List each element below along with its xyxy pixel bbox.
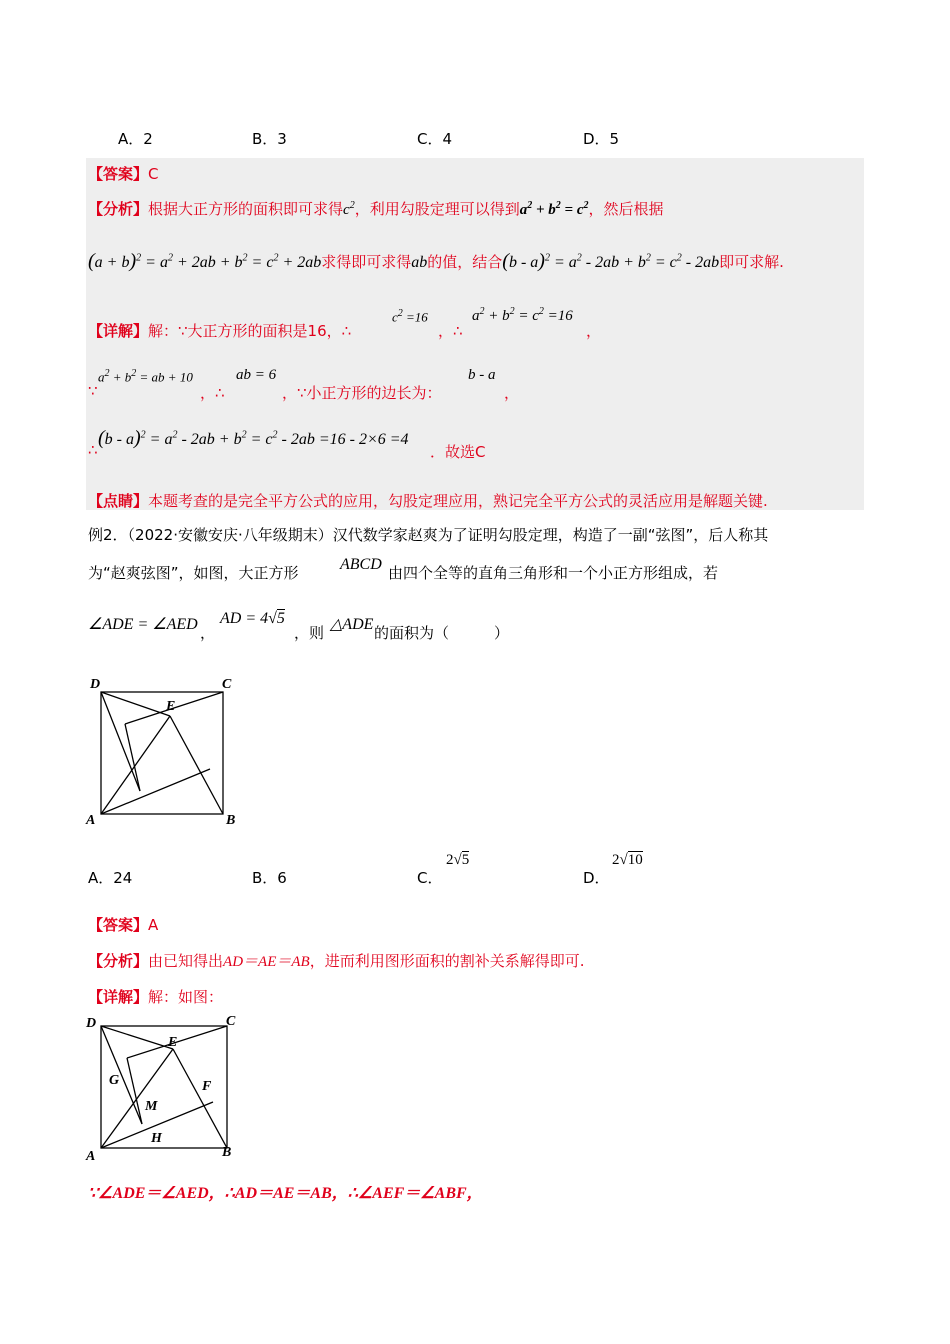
math-ab-6: ab = 6 <box>236 367 277 383</box>
label-c: C <box>226 1014 236 1029</box>
detail-line-2: ，∵小正方形的边长为： <box>282 384 442 402</box>
analysis-text: ，进而利用图形面积的割补关系解得即可. <box>309 952 585 970</box>
label-d: D <box>86 1016 97 1031</box>
example-text: 为“赵爽弦图”，如图，大正方形 <box>88 564 299 582</box>
math-a2b2-ab10: $a^2 + b^2$ = ab + 10 <box>98 368 193 385</box>
analysis-text: 由已知得出 <box>148 952 224 970</box>
detail-text: 解：∵大正方形的面积是16，∴ <box>148 322 352 340</box>
analysis-tag: 【分析】 <box>88 200 149 218</box>
example2-line-3b: 的面积为（ ） <box>374 624 510 642</box>
answer-line-2 <box>88 914 158 935</box>
example2-line-2b: 由四个全等的直角三角形和一个小正方形组成，若 <box>388 564 719 582</box>
figure-zhao-shuang-2 <box>80 1010 260 1166</box>
analysis-text: ，然后根据 <box>588 200 664 218</box>
detail-line-3: ．故选C <box>430 443 486 461</box>
analysis-line-2 <box>88 250 784 273</box>
math-c2-16: $c^2 =16$ <box>392 308 428 325</box>
last-line: ∵∠ADE＝∠AED，∴AD＝AE＝AB，∴∠AEF＝∠ABF， <box>88 1185 483 1202</box>
analysis-text: 的值，结合 <box>427 253 503 271</box>
detail-sep-2: ， <box>586 322 602 340</box>
label-h: H <box>151 1131 162 1146</box>
sep-comma: ， <box>200 624 216 642</box>
remark-line <box>88 490 768 511</box>
example2-line-3a: ，则 <box>294 624 325 642</box>
label-b: B <box>226 813 236 828</box>
detail-line-1 <box>88 320 351 341</box>
detail-sep-4: ， <box>504 384 520 402</box>
label-f: F <box>202 1079 212 1094</box>
example2-line-1 <box>88 524 768 545</box>
math-final: $(b - a)^2 = a^2 - 2ab + b^2 = c^2 - 2ab =16 - 2\times 6 =4$ <box>98 427 409 449</box>
example-text: 汉代数学家赵爽为了证明勾股定理，构造了一副“弦图”，后人称其 <box>332 526 769 544</box>
math-tri-ade: △ADE <box>330 616 374 633</box>
math-b-minus-a: b - a <box>468 367 496 383</box>
math-pythag: $a^2 + b^2 = c^2$ <box>519 200 589 218</box>
line-eb <box>173 1049 227 1148</box>
math-opt-d: 2√10 <box>612 852 643 868</box>
ex2-option-a: A．24 <box>88 869 133 887</box>
ex2-option-c: C． <box>417 869 443 887</box>
analysis-text: 根据大正方形的面积即可求得 <box>148 200 344 218</box>
answer-line-1 <box>88 163 159 184</box>
option-c: C．4 <box>417 130 453 148</box>
line-de <box>101 1026 173 1049</box>
detail-tag: 【详解】 <box>88 322 149 340</box>
remark-text: 本题考查的是完全平方公式的应用，勾股定理应用，熟记完全平方公式的灵活应用是解题关键. <box>148 492 768 510</box>
math-opt-c: 2√5 <box>446 852 470 868</box>
math-c2: $c^2$ <box>343 200 355 218</box>
detail-text: 解：如图： <box>148 988 224 1006</box>
line-inner-left <box>127 1058 142 1124</box>
example2-line-2 <box>88 562 299 583</box>
detail-sep-3: ，∴ <box>200 384 225 402</box>
option-d: D．5 <box>583 130 620 148</box>
math-ad-ae-ab: AD＝AE＝AB <box>223 954 310 970</box>
analysis-text: 求得即可求得 <box>321 253 412 271</box>
option-b: B．3 <box>252 130 287 148</box>
ex2-option-b: B．6 <box>252 869 287 887</box>
option-a: A．2 <box>118 130 153 148</box>
label-d: D <box>90 677 101 692</box>
analysis-line-ex2 <box>88 950 584 971</box>
example-source: （2022·安徽安庆·八年级期末） <box>127 526 333 544</box>
label-a: A <box>86 1149 96 1164</box>
detail-tag: 【详解】 <box>88 988 149 1006</box>
line-d-inner <box>101 692 140 791</box>
example-label: 例2． <box>88 526 128 544</box>
therefore-sign: ∴ <box>88 441 98 459</box>
math-angle-eq: ∠ADE = ∠AED <box>88 616 198 633</box>
line-eb <box>170 716 223 814</box>
answer-value: C <box>148 165 159 183</box>
math-a2b2-16: $a^2 + b^2 = c^2 =16$ <box>472 306 573 324</box>
answer-value: A <box>148 916 159 934</box>
ex2-option-d: D． <box>583 869 610 887</box>
label-c: C <box>222 677 232 692</box>
remark-tag: 【点睛】 <box>88 492 149 510</box>
math-abcd: ABCD <box>340 556 382 573</box>
detail-line-ex2 <box>88 986 223 1007</box>
answer-tag: 【答案】 <box>88 916 149 934</box>
analysis-text: ，利用勾股定理可以得到 <box>354 200 520 218</box>
figure-zhao-shuang-1 <box>80 672 250 832</box>
math-expand2: $(b - a)^2 = a^2 - 2ab + b^2 = c^2 - 2ab$ <box>502 250 720 272</box>
because-sign: ∵ <box>88 382 98 400</box>
label-a: A <box>86 813 96 828</box>
detail-sep-1: ，∴ <box>438 322 463 340</box>
math-ab: ab <box>411 254 428 271</box>
big-square <box>101 692 223 814</box>
answer-tag: 【答案】 <box>88 165 149 183</box>
analysis-line-1 <box>88 198 664 219</box>
line-d-inner <box>101 1026 142 1124</box>
label-b: B <box>222 1145 232 1160</box>
label-e: E <box>166 699 176 714</box>
analysis-tag: 【分析】 <box>88 952 149 970</box>
math-expand1: $(a + b)^2 = a^2 + 2ab + b^2 = c^2 + 2ab$ <box>88 250 322 272</box>
label-g: G <box>109 1073 120 1088</box>
label-m: M <box>145 1099 158 1114</box>
analysis-text: 即可求解. <box>719 253 784 271</box>
label-e: E <box>168 1035 178 1050</box>
math-ad-eq: AD = 4√5 <box>220 610 285 627</box>
